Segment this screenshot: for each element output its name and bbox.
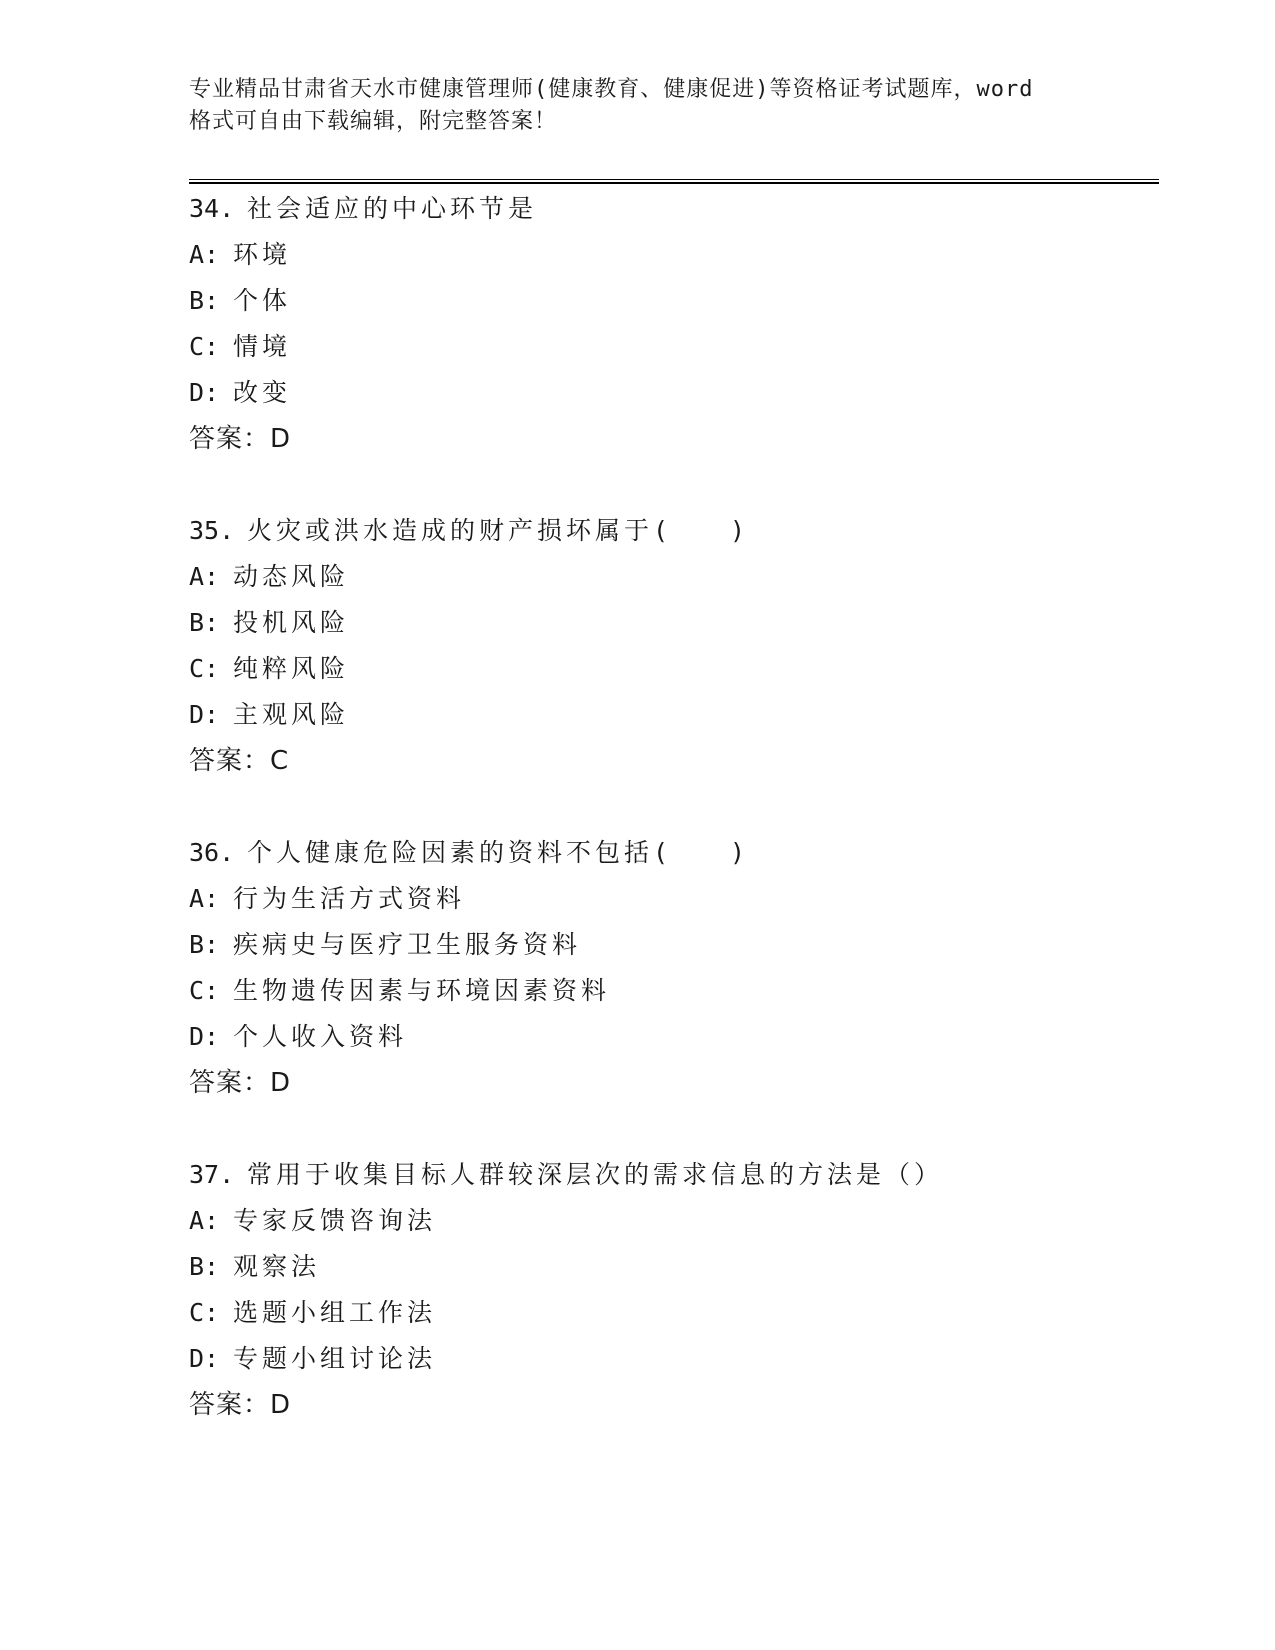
header-line-1: 专业精品甘肃省天水市健康管理师(健康教育、健康促进)等资格证考试题库，word [189, 77, 1034, 102]
option-a [189, 876, 1169, 922]
question-text: 常用于收集目标人群较深层次的需求信息的方法是（） [247, 1160, 944, 1189]
option-c [189, 324, 1169, 370]
option-label: D: [189, 1344, 220, 1373]
option-b [189, 600, 1169, 646]
option-text: 生物遗传因素与环境因素资料 [233, 976, 611, 1005]
question-35 [189, 508, 1169, 784]
option-a [189, 554, 1169, 600]
option-label: B: [189, 1252, 220, 1281]
option-d [189, 692, 1169, 738]
header-line-2: 格式可自由下载编辑，附完整答案！ [189, 109, 558, 134]
option-a [189, 1198, 1169, 1244]
option-text: 主观风险 [233, 700, 350, 729]
option-text: 环境 [233, 240, 292, 269]
option-text: 观察法 [233, 1252, 321, 1281]
option-d [189, 1014, 1169, 1060]
option-text: 动态风险 [233, 562, 350, 591]
question-37 [189, 1152, 1169, 1428]
answer: 答案：D [189, 1068, 292, 1098]
option-text: 专题小组讨论法 [233, 1344, 437, 1373]
option-label: B: [189, 286, 220, 315]
answer: 答案：D [189, 424, 292, 454]
question-text: 个人健康危险因素的资料不包括( ) [247, 838, 750, 867]
option-text: 投机风险 [233, 608, 350, 637]
option-b [189, 922, 1169, 968]
question-number: 34. [189, 194, 235, 223]
document-header [189, 74, 1089, 138]
question-36 [189, 830, 1169, 1106]
option-label: B: [189, 930, 220, 959]
option-text: 改变 [233, 378, 292, 407]
option-label: D: [189, 1022, 220, 1051]
question-stem [189, 186, 1169, 232]
header-divider-thick [189, 182, 1159, 184]
option-text: 个体 [233, 286, 292, 315]
option-b [189, 278, 1169, 324]
question-text: 火灾或洪水造成的财产损坏属于( ) [247, 516, 750, 545]
option-text: 专家反馈咨询法 [233, 1206, 437, 1235]
option-c [189, 1290, 1169, 1336]
option-label: A: [189, 240, 220, 269]
option-c [189, 968, 1169, 1014]
option-label: A: [189, 562, 220, 591]
option-label: C: [189, 1298, 220, 1327]
option-label: D: [189, 378, 220, 407]
option-label: B: [189, 608, 220, 637]
option-text: 疾病史与医疗卫生服务资料 [233, 930, 582, 959]
question-stem [189, 830, 1169, 876]
option-label: D: [189, 700, 220, 729]
option-label: A: [189, 1206, 220, 1235]
option-label: C: [189, 654, 220, 683]
option-text: 纯粹风险 [233, 654, 350, 683]
question-stem [189, 1152, 1169, 1198]
question-number: 35. [189, 516, 235, 545]
question-34 [189, 186, 1169, 462]
answer: 答案：D [189, 1390, 292, 1420]
question-number: 36. [189, 838, 235, 867]
question-stem [189, 508, 1169, 554]
question-text: 社会适应的中心环节是 [247, 194, 538, 223]
answer: 答案：C [189, 746, 290, 776]
option-label: C: [189, 332, 220, 361]
option-d [189, 370, 1169, 416]
question-number: 37. [189, 1160, 235, 1189]
option-a [189, 232, 1169, 278]
option-d [189, 1336, 1169, 1382]
option-text: 行为生活方式资料 [233, 884, 466, 913]
option-c [189, 646, 1169, 692]
option-text: 个人收入资料 [233, 1022, 408, 1051]
option-label: A: [189, 884, 220, 913]
option-b [189, 1244, 1169, 1290]
option-text: 选题小组工作法 [233, 1298, 437, 1327]
header-divider-thin [189, 179, 1159, 180]
option-text: 情境 [233, 332, 292, 361]
option-label: C: [189, 976, 220, 1005]
